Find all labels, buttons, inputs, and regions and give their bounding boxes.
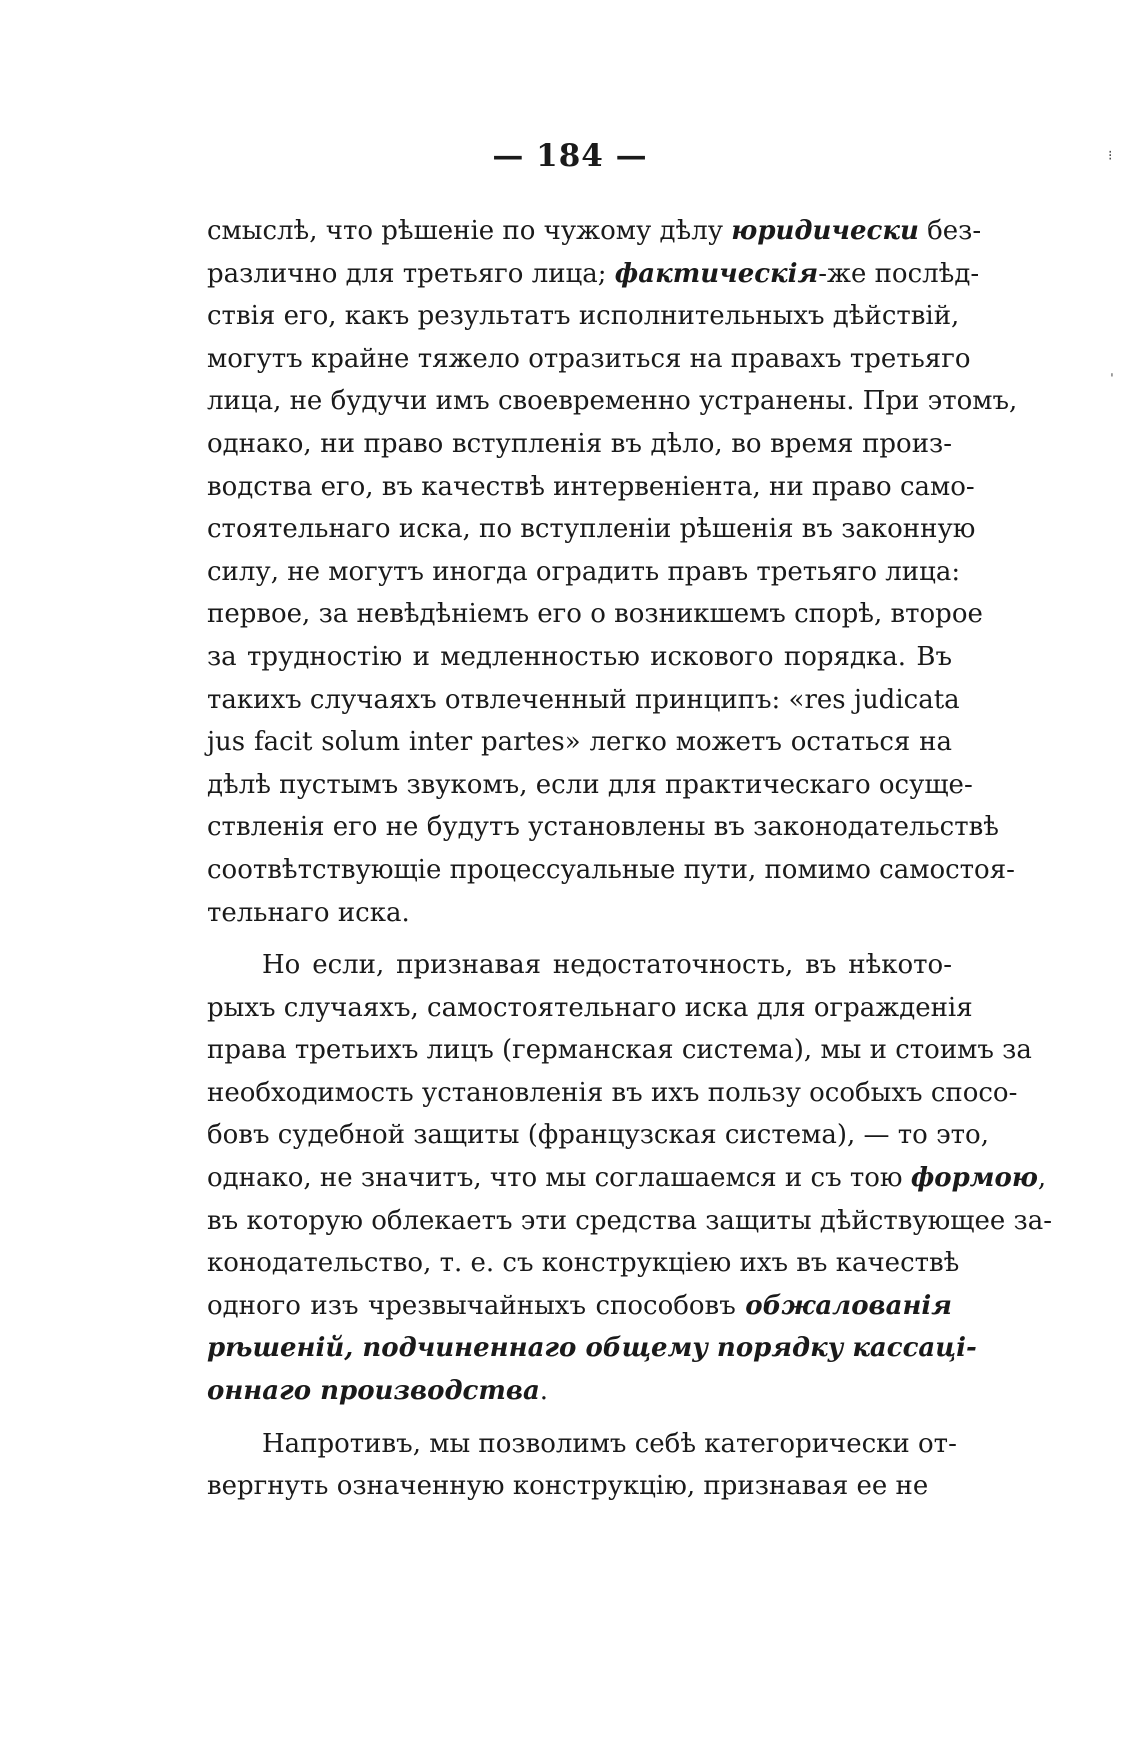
text-line (207, 1370, 952, 1413)
text-line (207, 295, 960, 338)
text-line (207, 849, 1015, 892)
text-line (207, 1327, 977, 1370)
text-segment: силу, не могутъ иногда оградить правъ третьяго лица: (207, 556, 961, 587)
text-segment: различно для третьяго лица; (207, 258, 615, 289)
text-segment: лица, не будучи имъ своевременно устранены. При этомъ, (207, 386, 1018, 417)
text-line (207, 1285, 952, 1328)
text-line (207, 1423, 957, 1466)
text-segment: могутъ крайне тяжело отразиться на правахъ третьяго (207, 343, 971, 374)
text-segment: права третьихъ лицъ (германская система), мы и стоимъ за (207, 1035, 1032, 1066)
emphasized-text: фактическія (614, 258, 819, 289)
text-line (207, 892, 952, 935)
text-line (207, 944, 952, 987)
text-segment: конодательство, т. е. съ конструкціею ихъ въ качествѣ (207, 1248, 960, 1279)
text-segment: Напротивъ, мы позволимъ себѣ категорически от- (262, 1428, 957, 1459)
text-segment: за трудностію и медленностью искового порядка. Въ (207, 641, 952, 672)
emphasized-text: юридически (731, 216, 919, 246)
text-line (207, 806, 999, 849)
page-number: — 184 — (492, 138, 648, 174)
text-line (207, 253, 980, 296)
text-line (207, 1200, 1052, 1243)
text-line (207, 1242, 960, 1285)
text-line (207, 1114, 989, 1157)
text-segment: , (1037, 1163, 1047, 1194)
body-text (207, 210, 1052, 1508)
text-segment: рыхъ случаяхъ, самостоятельнаго иска для огражденія (207, 992, 973, 1023)
text-segment: -же послѣд- (818, 258, 980, 289)
text-segment: jus facit solum inter partes» легко можетъ остаться на (207, 727, 952, 758)
text-segment: въ которую облекаетъ эти средства защиты дѣйствующее за- (207, 1205, 1052, 1236)
emphasized-text: рѣшеній, подчиненнаго общему порядку кассаці- (207, 1333, 977, 1364)
text-segment: ствія его, какъ результатъ исполнительныхъ дѣйствій, (207, 301, 960, 332)
text-segment: однако, не значитъ, что мы соглашаемся и съ тою (207, 1163, 911, 1194)
text-segment: Но если, признавая недостаточность, въ нѣкото- (262, 950, 952, 981)
text-line (207, 466, 975, 509)
text-line (207, 1157, 1047, 1200)
text-line (207, 593, 983, 636)
text-segment: смыслѣ, что рѣшеніе по чужому дѣлу (207, 216, 732, 246)
text-line (207, 423, 952, 466)
text-line (207, 508, 976, 551)
paragraph (207, 1423, 957, 1508)
text-line (207, 1072, 1018, 1115)
margin-speck: ˈ (1110, 372, 1114, 388)
text-line (207, 1465, 952, 1508)
text-line (207, 764, 973, 807)
text-segment: вергнуть означенную конструкцію, признавая ее не (207, 1471, 929, 1502)
text-segment: такихъ случаяхъ отвлеченный принципъ: «res judicata (207, 684, 960, 715)
text-line (207, 1029, 1032, 1072)
text-segment: без- (918, 216, 982, 246)
text-segment: соотвѣтствующіе процессуальные пути, помимо самостоя- (207, 854, 1015, 885)
text-line (207, 210, 982, 253)
text-segment: тельнаго иска. (207, 897, 410, 928)
text-segment: водства его, въ качествѣ интервеніента, ни право само- (207, 471, 975, 502)
text-line (207, 338, 971, 381)
paragraph (207, 210, 1018, 934)
text-line (207, 721, 952, 764)
emphasized-text: формою (910, 1163, 1038, 1194)
text-segment: бовъ судебной защиты (французская система), — то это, (207, 1120, 989, 1151)
text-segment: одного изъ чрезвычайныхъ способовъ (207, 1290, 746, 1321)
text-line (207, 636, 952, 679)
text-line (207, 987, 973, 1030)
text-line (207, 679, 960, 722)
text-line (207, 380, 1018, 423)
text-segment: дѣлѣ пустымъ звукомъ, если для практическаго осуще- (207, 769, 973, 800)
text-line (207, 551, 961, 594)
text-segment: первое, за невѣдѣніемъ его о возникшемъ спорѣ, второе (207, 599, 983, 630)
text-segment: необходимость установленія въ ихъ пользу особыхъ спосо- (207, 1077, 1018, 1108)
margin-speck: ⁝ (1108, 148, 1113, 164)
paragraph (207, 944, 1052, 1413)
emphasized-text: оннаго производства (207, 1376, 540, 1407)
text-segment: . (539, 1376, 549, 1407)
text-segment: однако, ни право вступленія въ дѣло, во время произ- (207, 428, 952, 459)
emphasized-text: обжалованія (745, 1290, 952, 1321)
text-segment: стоятельнаго иска, по вступленіи рѣшенія въ законную (207, 514, 976, 545)
text-segment: ствленія его не будутъ установлены въ законодательствѣ (207, 812, 999, 843)
